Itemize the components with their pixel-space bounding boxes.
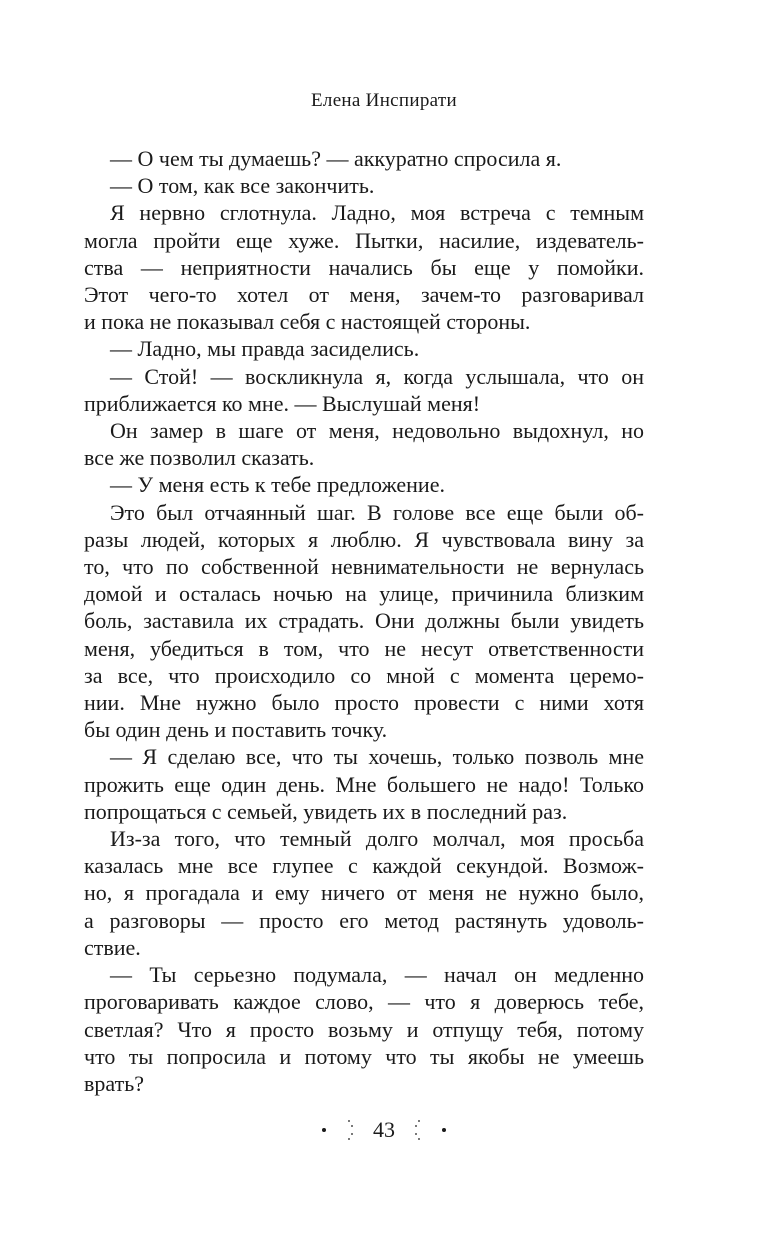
paragraph bbox=[84, 172, 644, 199]
text-line: — Ты серьезно подумала, — начал он медленно bbox=[110, 962, 644, 988]
running-title: Елена Инспирати bbox=[311, 90, 457, 111]
paragraph bbox=[84, 417, 644, 471]
text-line: врать? bbox=[84, 1070, 144, 1096]
text-line: но, я прогадала и ему ничего от меня не нужно было, bbox=[84, 880, 644, 906]
text-line: разы людей, которых я люблю. Я чувствовала вину за bbox=[84, 526, 644, 552]
text-line: то, что по собственной невнимательности не вернулась bbox=[84, 554, 644, 580]
text-line: приближается ко мне. — Выслушай меня! bbox=[84, 390, 481, 416]
text-line: а разговоры — просто его метод растянуть удоволь- bbox=[84, 907, 644, 933]
paragraph bbox=[84, 335, 644, 362]
text-line: — Ладно, мы правда засиделись. bbox=[110, 336, 420, 362]
text-line: светлая? Что я просто возьму и отпущу тебя, потому bbox=[84, 1016, 644, 1042]
text-line: все же позволил сказать. bbox=[84, 445, 315, 471]
page-number: 43 bbox=[373, 1117, 395, 1142]
text-line: Это был отчаянный шаг. В голове все еще были об- bbox=[110, 499, 644, 525]
text-line: и пока не показывал себя с настоящей стороны. bbox=[84, 309, 531, 335]
text-line: ства — неприятности начались бы еще у помойки. bbox=[84, 254, 644, 280]
paragraph bbox=[84, 199, 644, 335]
text-line: за все, что происходило со мной с момента церемо- bbox=[84, 662, 644, 688]
text-line: прожить еще один день. Мне большего не надо! Только bbox=[84, 771, 644, 797]
text-line: нии. Мне нужно было просто провести с ними хотя bbox=[84, 690, 644, 716]
text-line: — Я сделаю все, что ты хочешь, только позволь мне bbox=[110, 744, 644, 770]
text-line: могла пройти еще хуже. Пытки, насилие, издеватель- bbox=[84, 227, 644, 253]
text-line: — У меня есть к тебе предложение. bbox=[110, 472, 445, 498]
paragraph bbox=[84, 743, 644, 825]
paragraph bbox=[84, 825, 644, 961]
paragraph bbox=[84, 499, 644, 744]
text-line: — О том, как все закончить. bbox=[110, 173, 375, 199]
text-line: Из-за того, что темный долго молчал, моя просьба bbox=[110, 826, 644, 852]
text-line: Я нервно сглотнула. Ладно, моя встреча с темным bbox=[110, 200, 644, 226]
crescent-moons-left-icon bbox=[299, 1115, 355, 1145]
text-line: — Стой! — воскликнула я, когда услышала, что он bbox=[110, 363, 644, 389]
page-footer bbox=[0, 1112, 768, 1148]
crescent-moons-right-icon bbox=[413, 1115, 469, 1145]
text-line: меня, убедиться в том, что не несут ответственности bbox=[84, 635, 644, 661]
body-text bbox=[84, 145, 644, 1097]
paragraph bbox=[84, 471, 644, 498]
paragraph bbox=[84, 145, 644, 172]
text-line: ствие. bbox=[84, 934, 141, 960]
text-line: боль, заставила их страдать. Они должны были увидеть bbox=[84, 608, 644, 634]
paragraph bbox=[84, 961, 644, 1097]
text-line: Он замер в шаге от меня, недовольно выдохнул, но bbox=[110, 418, 644, 444]
text-line: — О чем ты думаешь? — аккуратно спросила я. bbox=[110, 146, 562, 171]
text-line: что ты попросила и потому что ты якобы не умеешь bbox=[84, 1043, 644, 1069]
text-line: казалась мне все глупее с каждой секундой. Возмож- bbox=[84, 853, 644, 879]
text-line: проговаривать каждое слово, — что я доверюсь тебе, bbox=[84, 989, 644, 1015]
text-line: домой и осталась ночью на улице, причинила близким bbox=[84, 581, 644, 607]
text-line: Этот чего-то хотел от меня, зачем-то разговаривал bbox=[84, 282, 644, 308]
text-line: попрощаться с семьей, увидеть их в последний раз. bbox=[84, 798, 568, 824]
text-line: бы один день и поставить точку. bbox=[84, 717, 388, 743]
paragraph bbox=[84, 363, 644, 417]
